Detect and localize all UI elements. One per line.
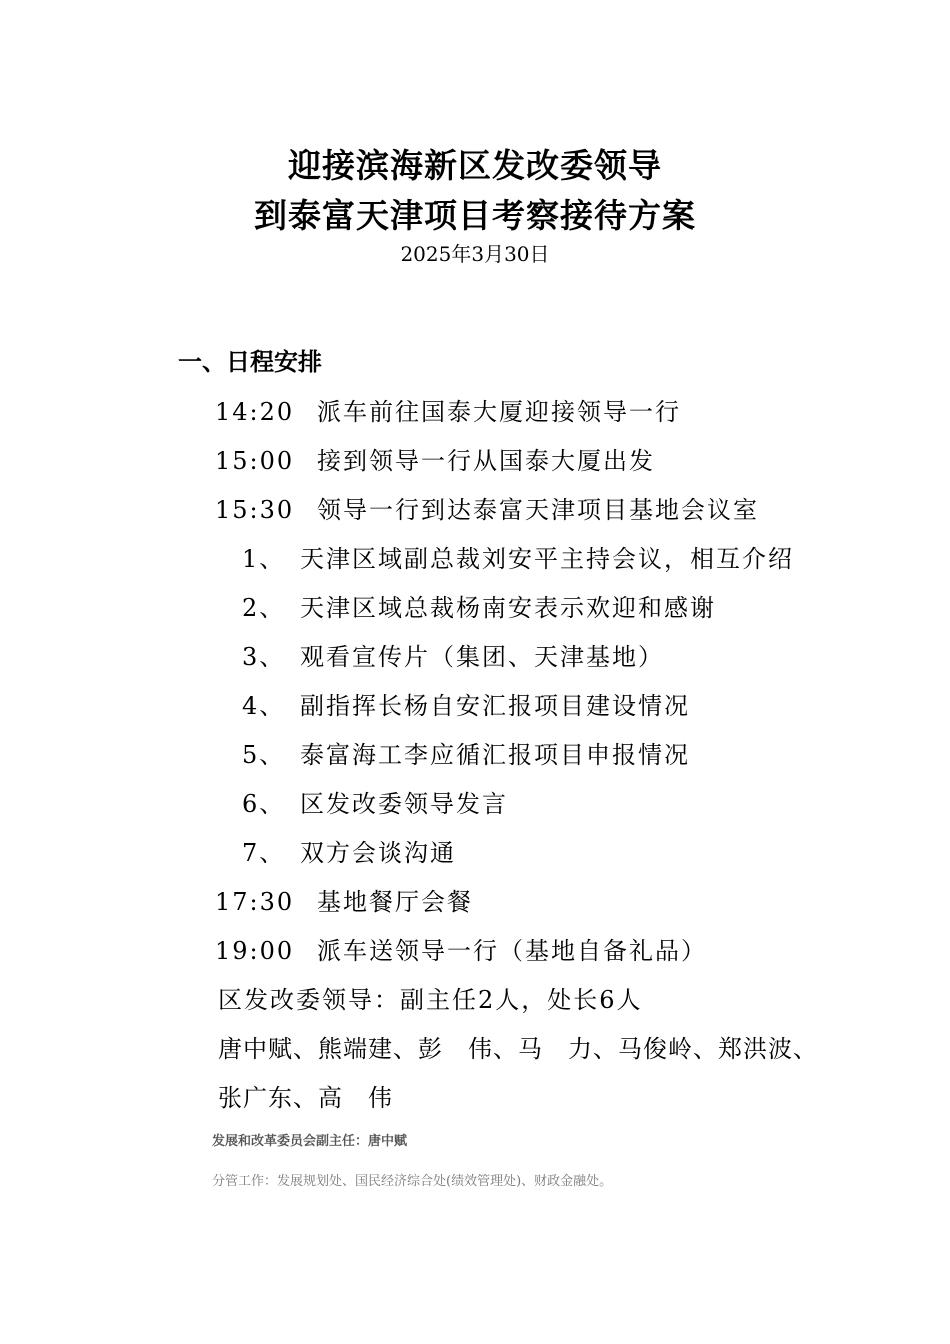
agenda-item	[242, 588, 716, 623]
agenda-item	[242, 637, 664, 672]
agenda-number: 5、	[242, 741, 286, 769]
schedule-text: 基地餐厅会餐	[317, 888, 473, 916]
footer-note-deputy-director: 发展和改革委员会副主任：唐中赋	[212, 1134, 408, 1149]
agenda-number: 1、	[242, 545, 286, 573]
schedule-item	[215, 441, 655, 476]
agenda-text: 观看宣传片（集团、天津基地）	[300, 643, 664, 671]
agenda-item	[242, 784, 508, 819]
schedule-text: 接到领导一行从国泰大厦出发	[317, 447, 655, 475]
agenda-item	[242, 539, 794, 574]
agenda-number: 3、	[242, 643, 286, 671]
leaders-summary: 区发改委领导：副主任2人，处长6人	[218, 986, 643, 1014]
agenda-number: 7、	[242, 839, 286, 867]
agenda-item	[242, 686, 690, 721]
agenda-text: 区发改委领导发言	[300, 790, 508, 818]
leaders-names-line1: 唐中赋、熊端建、彭 伟、马 力、马俊岭、郑洪波、	[218, 1035, 818, 1063]
schedule-time: 19:00	[215, 937, 295, 965]
schedule-text: 派车前往国泰大厦迎接领导一行	[317, 398, 681, 426]
footer-note-responsibilities: 分管工作：发展规划处、国民经济综合处(绩效管理处)、财政金融处。	[212, 1174, 613, 1189]
schedule-item	[215, 931, 707, 966]
document-title-line2: 到泰富天津项目考察接待方案	[254, 196, 696, 235]
document-date: 2025年3月30日	[400, 242, 550, 266]
schedule-time: 15:00	[215, 447, 295, 475]
schedule-item	[215, 392, 681, 427]
agenda-text: 副指挥长杨自安汇报项目建设情况	[300, 692, 690, 720]
agenda-item	[242, 735, 690, 770]
agenda-text: 天津区域副总裁刘安平主持会议，相互介绍	[300, 545, 794, 573]
leaders-names-line2: 张广东、高 伟	[218, 1084, 393, 1112]
agenda-item	[242, 833, 456, 868]
schedule-time: 17:30	[215, 888, 295, 916]
schedule-time: 15:30	[215, 496, 295, 524]
agenda-number: 2、	[242, 594, 286, 622]
section-heading-schedule: 一、日程安排	[178, 347, 322, 376]
agenda-number: 4、	[242, 692, 286, 720]
schedule-time: 14:20	[215, 398, 295, 426]
agenda-number: 6、	[242, 790, 286, 818]
schedule-text: 派车送领导一行（基地自备礼品）	[317, 937, 707, 965]
agenda-text: 泰富海工李应循汇报项目申报情况	[300, 741, 690, 769]
agenda-text: 天津区域总裁杨南安表示欢迎和感谢	[300, 594, 716, 622]
schedule-item	[215, 490, 759, 525]
schedule-item	[215, 882, 473, 917]
schedule-text: 领导一行到达泰富天津项目基地会议室	[317, 496, 759, 524]
agenda-text: 双方会谈沟通	[300, 839, 456, 867]
document-title-line1: 迎接滨海新区发改委领导	[288, 146, 662, 185]
